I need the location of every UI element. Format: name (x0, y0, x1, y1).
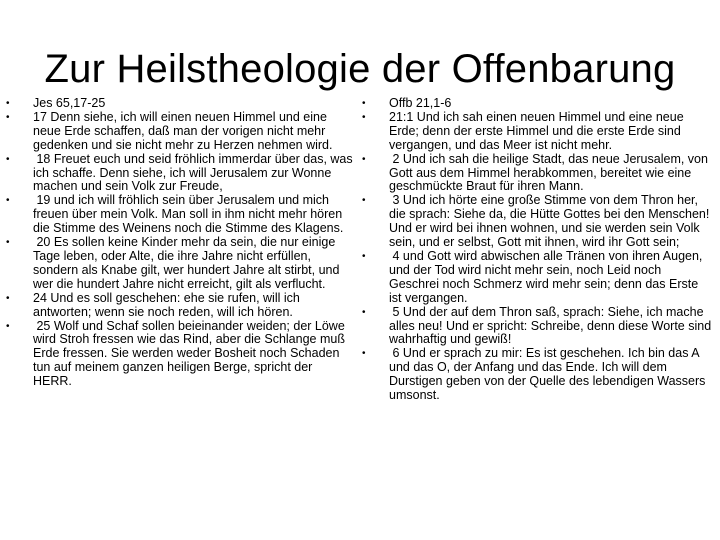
bullet-icon: • (362, 98, 366, 109)
item-text: 24 Und es soll geschehen: ehe sie rufen, will ich antworten; wenn sie noch reden, will ich hören. (33, 290, 304, 319)
bullet-icon: • (362, 153, 366, 165)
item-text: 25 Wolf und Schaf sollen beieinander weiden; der Löwe wird Stroh fressen wie das Rind, aber die Schlange muß Erde fressen. Sie werden weder Bosheit noch Schaden tun auf meinem ganzen heiligen Berge, spricht der HERR. (33, 318, 349, 389)
item-text: 2 Und ich sah die heilige Stadt, das neue Jerusalem, von Gott aus dem Himmel herabkommen, bereitet wie eine geschmückte Braut für ihren Mann. (389, 151, 712, 194)
list-item (6, 97, 354, 111)
list-item (6, 236, 354, 292)
bullet-icon: • (6, 237, 10, 249)
right-column-offb-21 (362, 97, 714, 403)
list-item (362, 153, 714, 195)
item-text: 4 und Gott wird abwischen alle Tränen von ihren Augen, und der Tod wird nicht mehr sein, noch Leid noch Geschrei noch Schmerz wird mehr sein; denn das Erste ist vergangen. (389, 248, 706, 305)
list-item (362, 111, 714, 153)
list-item (6, 111, 354, 153)
bullet-icon: • (362, 250, 366, 262)
list-item (6, 292, 354, 320)
list-item (362, 306, 714, 348)
item-text: 17 Denn siehe, ich will einen neuen Himmel und eine neue Erde schaffen, daß man der vorigen nicht mehr gedenken und sie nicht mehr zu Herzen nehmen wird. (33, 109, 333, 152)
list-item (362, 194, 714, 250)
item-text: 5 Und der auf dem Thron saß, sprach: Siehe, ich mache alles neu! Und er spricht: Schreibe, denn diese Worte sind wahrhaftig und gewiß! (389, 304, 715, 347)
item-text: 3 Und ich hörte eine große Stimme von dem Thron her, die sprach: Siehe da, die Hütte Gottes bei den Menschen! Und er wird bei ihnen wohnen, und sie werden sein Volk sein, und er selbst, Gott mit ihnen, wird ihr Gott sein; (389, 193, 713, 250)
bullet-icon: • (6, 292, 10, 304)
bullet-icon: • (362, 195, 366, 207)
item-text: 6 Und er sprach zu mir: Es ist geschehen. Ich bin das A und das O, der Anfang und das Ende. Ich will dem Durstigen geben von der Quelle des lebendigen Wassers umsonst. (389, 346, 709, 403)
bullet-icon: • (6, 111, 10, 123)
bullet-icon: • (362, 348, 366, 360)
list-item (362, 250, 714, 306)
item-text: Offb 21,1-6 (389, 96, 452, 110)
item-text: 18 Freuet euch und seid fröhlich immerdar über das, was ich schaffe. Denn siehe, ich will Jerusalem zur Wonne machen und sein Volk zur Freude, (33, 151, 357, 194)
item-text: Jes 65,17-25 (33, 96, 106, 110)
item-text: 19 und ich will fröhlich sein über Jerusalem und mich freuen über mein Volk. Man soll in ihm nicht mehr hören die Stimme des Weinens noch die Stimme des Klagens. (33, 193, 346, 236)
list-item (6, 194, 354, 236)
bullet-icon: • (362, 306, 366, 318)
list-item (362, 347, 714, 403)
item-text: 20 Es sollen keine Kinder mehr da sein, die nur einige Tage leben, oder Alte, die ihre Jahre nicht erfüllen, sondern als Knabe gilt, wer hundert Jahre alt stirbt, und wer die hundert Jahre nicht erreicht, gilt als verflucht. (33, 235, 343, 291)
item-text: 21:1 Und ich sah einen neuen Himmel und eine neue Erde; denn der erste Himmel und die erste Erde sind vergangen, und das Meer ist nicht mehr. (389, 109, 688, 152)
bullet-icon: • (6, 320, 10, 332)
bullet-icon: • (6, 195, 10, 207)
bullet-icon: • (6, 153, 10, 165)
left-column-jes-65 (6, 96, 357, 389)
bullet-icon: • (6, 98, 10, 109)
list-item (362, 97, 714, 111)
bullet-icon: • (362, 111, 366, 123)
list-item (6, 151, 357, 195)
list-item (6, 320, 354, 390)
slide-title: Zur Heilstheologie der Offenbarung (44, 47, 676, 91)
